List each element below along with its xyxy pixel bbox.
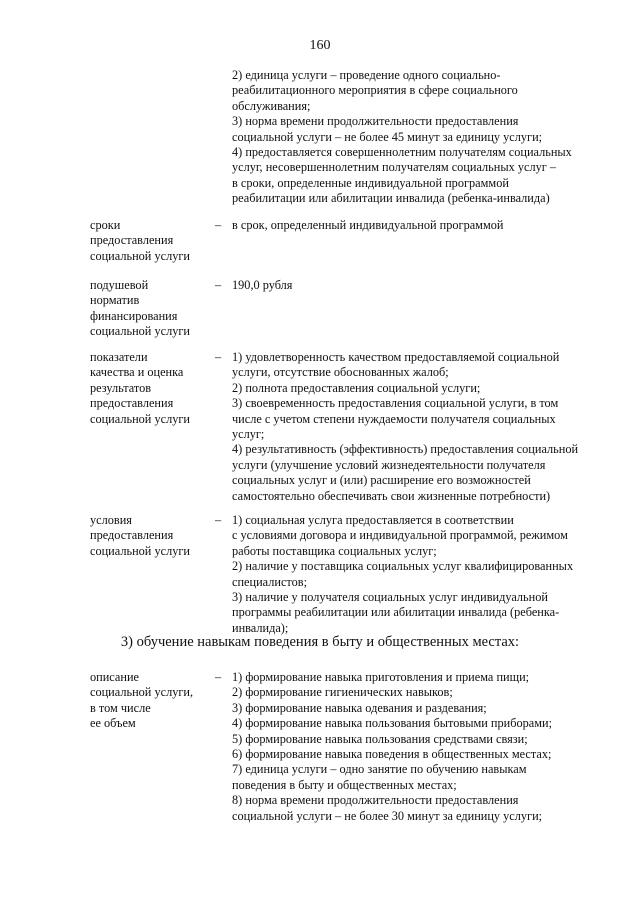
row-dash: – bbox=[215, 278, 222, 292]
value-line: 3) формирование навыка одевания и раздевания; bbox=[232, 700, 487, 715]
row-dash: – bbox=[215, 513, 222, 527]
value-line: 4) результативность (эффективность) предоставления социальной bbox=[232, 442, 579, 457]
value-line: 3) наличие у получателя социальных услуг индивидуальной bbox=[232, 590, 548, 605]
intro-line: 4) предоставляется совершеннолетним получателям социальных bbox=[232, 145, 572, 160]
value-line: услуги, отсутствие обоснованных жалоб; bbox=[232, 365, 449, 380]
label-line: предоставления bbox=[90, 528, 174, 543]
value-line: 2) формирование гигиенических навыков; bbox=[232, 685, 453, 700]
intro-line: обслуживания; bbox=[232, 98, 311, 113]
row-dash: – bbox=[215, 350, 222, 364]
row-value-quality bbox=[232, 350, 612, 504]
value-line: 3) своевременность предоставления социальной услуги, в том bbox=[232, 396, 559, 411]
value-line: 190,0 рубля bbox=[232, 278, 293, 292]
intro-block bbox=[232, 68, 612, 207]
value-line: инвалида); bbox=[232, 620, 289, 635]
label-line: сроки bbox=[90, 218, 121, 232]
value-line: поведения в быту и общественных местах; bbox=[232, 777, 457, 792]
row-label-conditions bbox=[90, 513, 215, 559]
row-label-quality bbox=[90, 350, 215, 427]
value-line: числе с учетом степени нуждаемости получателя социальных bbox=[232, 411, 556, 426]
value-line: в срок, определенный индивидуальной программой bbox=[232, 218, 504, 232]
value-line: 1) социальная услуга предоставляется в соответствии bbox=[232, 513, 514, 527]
row-value-description bbox=[232, 670, 612, 824]
intro-line: услуг, несовершеннолетним получателям социальных услуг – bbox=[232, 160, 557, 175]
intro-line: социальной услуги – не более 45 минут за единицу услуги; bbox=[232, 129, 543, 144]
value-line: 6) формирование навыка поведения в общественных местах; bbox=[232, 747, 552, 762]
label-line: подушевой bbox=[90, 278, 149, 292]
label-line: социальной услуги, bbox=[90, 685, 194, 700]
row-dash: – bbox=[215, 670, 222, 684]
value-line: 4) формирование навыка пользования бытовыми приборами; bbox=[232, 716, 553, 731]
row-value-funding bbox=[232, 278, 612, 293]
value-line: социальных услуг и (или) расширение его возможностей bbox=[232, 473, 531, 488]
intro-line: реабилитационного мероприятия в сфере социального bbox=[232, 83, 518, 98]
value-line: специалистов; bbox=[232, 574, 307, 589]
value-line: программы реабилитации или абилитации инвалида (ребенка- bbox=[232, 605, 560, 620]
page-number: 160 bbox=[309, 38, 331, 53]
label-line: показатели bbox=[90, 350, 148, 364]
label-line: ее объем bbox=[90, 716, 136, 731]
row-value-conditions bbox=[232, 513, 612, 636]
value-line: 8) норма времени продолжительности предоставления bbox=[232, 793, 519, 808]
label-line: результатов bbox=[90, 380, 152, 395]
intro-line: в сроки, определенные индивидуальной программой bbox=[232, 175, 509, 190]
label-line: качества и оценка bbox=[90, 365, 184, 380]
intro-line: реабилитации или абилитации инвалида (ребенка-инвалида) bbox=[232, 191, 550, 206]
row-value-terms bbox=[232, 218, 612, 233]
label-line: социальной услуги bbox=[90, 248, 190, 263]
section-heading: 3) обучение навыкам поведения в быту и общественных местах: bbox=[120, 634, 520, 650]
label-line: социальной услуги bbox=[90, 543, 190, 558]
row-label-funding bbox=[90, 278, 215, 340]
label-line: предоставления bbox=[90, 233, 174, 248]
label-line: в том числе bbox=[90, 700, 151, 715]
value-line: 2) наличие у поставщика социальных услуг квалифицированных bbox=[232, 559, 574, 574]
value-line: 2) полнота предоставления социальной услуги; bbox=[232, 380, 481, 395]
value-line: 1) формирование навыка приготовления и приема пищи; bbox=[232, 670, 530, 684]
value-line: работы поставщика социальных услуг; bbox=[232, 543, 437, 558]
value-line: услуг; bbox=[232, 427, 265, 442]
value-line: 7) единица услуги – одно занятие по обучению навыкам bbox=[232, 762, 527, 777]
value-line: услуги (улучшение условий жизнедеятельности получателя bbox=[232, 457, 546, 472]
value-line: социальной услуги – не более 30 минут за единицу услуги; bbox=[232, 808, 543, 823]
label-line: норматив bbox=[90, 293, 140, 308]
intro-line: 2) единица услуги – проведение одного социально- bbox=[232, 68, 501, 82]
label-line: условия bbox=[90, 513, 132, 527]
row-label-description bbox=[90, 670, 215, 732]
label-line: предоставления bbox=[90, 396, 174, 411]
value-line: самостоятельно обеспечивать свои жизненные потребности) bbox=[232, 488, 551, 503]
row-label-terms bbox=[90, 218, 215, 264]
value-line: с условиями договора и индивидуальной программой, режимом bbox=[232, 528, 568, 543]
label-line: финансирования bbox=[90, 308, 178, 323]
row-dash: – bbox=[215, 218, 222, 232]
label-line: социальной услуги bbox=[90, 411, 190, 426]
intro-line: 3) норма времени продолжительности предоставления bbox=[232, 114, 519, 129]
value-line: 1) удовлетворенность качеством предоставляемой социальной bbox=[232, 350, 560, 364]
label-line: социальной услуги bbox=[90, 324, 190, 339]
value-line: 5) формирование навыка пользования средствами связи; bbox=[232, 731, 528, 746]
label-line: описание bbox=[90, 670, 139, 684]
